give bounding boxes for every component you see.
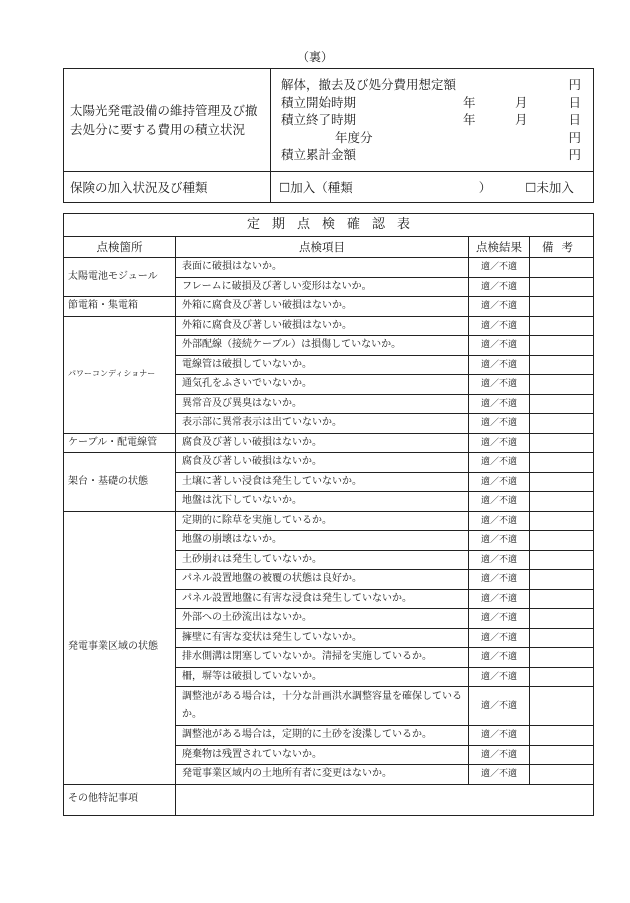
page-label: （裏） (296, 50, 333, 64)
cost-row (64, 69, 594, 172)
inspection-note[interactable] (530, 336, 594, 356)
cost-end-year: 年 (463, 112, 476, 127)
inspection-result[interactable]: 適／不適 (469, 511, 530, 531)
inspection-result[interactable]: 適／不適 (469, 765, 530, 785)
cost-amount-line (281, 76, 581, 94)
cost-annual-unit: 円 (568, 129, 581, 145)
inspection-item: 地盤の崩壊はないか。 (176, 531, 469, 551)
cost-end-label: 積立終了時期 (281, 112, 357, 127)
other-notes-row (64, 784, 594, 815)
inspection-result[interactable]: 適／不適 (469, 394, 530, 414)
inspection-note[interactable] (530, 726, 594, 746)
inspection-item: 表面に破損はないか。 (176, 258, 469, 278)
cost-start-day: 日 (568, 94, 581, 110)
header-location: 点検箇所 (64, 237, 176, 258)
inspection-note[interactable] (530, 628, 594, 648)
insurance-close-paren: ） (478, 179, 492, 195)
cost-label: 太陽光発電設備の維持管理及び撤去処分に要する費用の積立状況 (64, 69, 271, 172)
inspection-result[interactable]: 適／不適 (469, 258, 530, 278)
inspection-note[interactable] (530, 355, 594, 375)
inspection-row (64, 511, 594, 531)
cost-amount-unit: 円 (568, 77, 581, 92)
inspection-row (64, 258, 594, 278)
cost-end-month: 月 (515, 112, 528, 127)
insurance-options (271, 171, 594, 202)
cost-amount-label: 解体，撤去及び処分費用想定額 (281, 77, 457, 92)
inspection-item: 調整池がある場合は，定期的に土砂を浚渫しているか。 (176, 726, 469, 746)
header-note: 備考 (530, 237, 594, 258)
inspection-result[interactable]: 適／不適 (469, 531, 530, 551)
inspection-location: 発電事業区域の状態 (64, 511, 176, 784)
inspection-item: 電線管は破損していないか。 (176, 355, 469, 375)
inspection-result[interactable]: 適／不適 (469, 570, 530, 590)
inspection-note[interactable] (530, 492, 594, 512)
inspection-result[interactable]: 適／不適 (469, 472, 530, 492)
inspection-result[interactable]: 適／不適 (469, 687, 530, 726)
insurance-not-joined-checkbox[interactable]: ☐未加入 (525, 179, 574, 195)
inspection-item: 腐食及び著しい破損はないか。 (176, 453, 469, 473)
cost-total-label: 積立累計金額 (281, 147, 357, 162)
inspection-note[interactable] (530, 414, 594, 434)
inspection-result[interactable]: 適／不適 (469, 375, 530, 395)
inspection-item: 外箱に腐食及び著しい破損はないか。 (176, 297, 469, 317)
inspection-item: 定期的に除草を実施しているか。 (176, 511, 469, 531)
cost-insurance-table (63, 68, 594, 203)
inspection-result[interactable]: 適／不適 (469, 414, 530, 434)
inspection-result[interactable]: 適／不適 (469, 609, 530, 629)
other-notes-field[interactable] (176, 784, 594, 815)
inspection-item: 廃棄物は残置されていないか。 (176, 745, 469, 765)
inspection-item: 発電事業区域内の土地所有者に変更はないか。 (176, 765, 469, 785)
inspection-note[interactable] (530, 375, 594, 395)
cost-start-year: 年 (463, 94, 476, 110)
inspection-result[interactable]: 適／不適 (469, 355, 530, 375)
inspection-note[interactable] (530, 531, 594, 551)
inspection-note[interactable] (530, 277, 594, 297)
inspection-item: 表示部に異常表示は出ていないか。 (176, 414, 469, 434)
inspection-note[interactable] (530, 765, 594, 785)
inspection-note[interactable] (530, 472, 594, 492)
insurance-row (64, 171, 594, 202)
inspection-note[interactable] (530, 550, 594, 570)
inspection-note[interactable] (530, 745, 594, 765)
inspection-result[interactable]: 適／不適 (469, 745, 530, 765)
inspection-note[interactable] (530, 687, 594, 726)
inspection-item: 柵，塀等は破損していないか。 (176, 667, 469, 687)
cost-annual-line (281, 129, 581, 147)
inspection-note[interactable] (530, 316, 594, 336)
inspection-location: 太陽電池モジュール (64, 258, 176, 297)
inspection-title-row (64, 214, 594, 237)
insurance-joined-checkbox[interactable]: ☐加入（種類 (279, 179, 353, 195)
inspection-item: フレームに破損及び著しい変形はないか。 (176, 277, 469, 297)
inspection-result[interactable]: 適／不適 (469, 589, 530, 609)
inspection-item: 外部配線（接続ケーブル）は損傷していないか。 (176, 336, 469, 356)
cost-end-day: 日 (568, 112, 581, 127)
inspection-row (64, 433, 594, 453)
inspection-item: 外部への土砂流出はないか。 (176, 609, 469, 629)
inspection-item: 土砂崩れは発生していないか。 (176, 550, 469, 570)
insurance-label: 保険の加入状況及び種類 (64, 171, 271, 202)
inspection-item: 異常音及び異臭はないか。 (176, 394, 469, 414)
inspection-note[interactable] (530, 648, 594, 668)
inspection-note[interactable] (530, 609, 594, 629)
inspection-result[interactable]: 適／不適 (469, 726, 530, 746)
inspection-result[interactable]: 適／不適 (469, 550, 530, 570)
inspection-result[interactable]: 適／不適 (469, 667, 530, 687)
inspection-result[interactable]: 適／不適 (469, 316, 530, 336)
cost-total-line (281, 146, 581, 164)
inspection-note[interactable] (530, 433, 594, 453)
cost-end-line (281, 111, 581, 129)
inspection-item: 土壌に著しい浸食は発生していないか。 (176, 472, 469, 492)
inspection-note[interactable] (530, 453, 594, 473)
inspection-result[interactable]: 適／不適 (469, 433, 530, 453)
inspection-item: 地盤は沈下していないか。 (176, 492, 469, 512)
inspection-note[interactable] (530, 258, 594, 278)
inspection-note[interactable] (530, 511, 594, 531)
inspection-note[interactable] (530, 297, 594, 317)
cost-start-line (281, 94, 581, 112)
inspection-item: 擁壁に有害な変状は発生していないか。 (176, 628, 469, 648)
inspection-result[interactable]: 適／不適 (469, 492, 530, 512)
inspection-row (64, 297, 594, 317)
inspection-table (63, 213, 594, 816)
inspection-location: 節電箱・集電箱 (64, 297, 176, 317)
inspection-row (64, 316, 594, 336)
inspection-item: 排水側溝は閉塞していないか。清掃を実施しているか。 (176, 648, 469, 668)
header-result: 点検結果 (469, 237, 530, 258)
cost-details (271, 69, 594, 172)
other-notes-label: その他特記事項 (64, 784, 176, 815)
inspection-item: 腐食及び著しい破損はないか。 (176, 433, 469, 453)
cost-total-unit: 円 (568, 147, 581, 162)
inspection-result[interactable]: 適／不適 (469, 336, 530, 356)
inspection-location: パワーコンディショナー (64, 316, 176, 433)
cost-start-label: 積立開始時期 (281, 94, 357, 110)
inspection-item: パネル設置地盤の被覆の状態は良好か。 (176, 570, 469, 590)
cost-start-month: 月 (515, 94, 528, 110)
header-item: 点検項目 (176, 237, 469, 258)
inspection-result[interactable]: 適／不適 (469, 648, 530, 668)
inspection-row (64, 453, 594, 473)
inspection-note[interactable] (530, 667, 594, 687)
inspection-location: 架台・基礎の状態 (64, 453, 176, 512)
inspection-note[interactable] (530, 394, 594, 414)
inspection-note[interactable] (530, 570, 594, 590)
inspection-item: 通気孔をふさいでいないか。 (176, 375, 469, 395)
inspection-location: ケーブル・配電線管 (64, 433, 176, 453)
inspection-title: 定期点検確認表 (64, 214, 594, 237)
inspection-result[interactable]: 適／不適 (469, 297, 530, 317)
inspection-header-row (64, 237, 594, 258)
inspection-item: パネル設置地盤に有害な浸食は発生していないか。 (176, 589, 469, 609)
inspection-result[interactable]: 適／不適 (469, 277, 530, 297)
inspection-result[interactable]: 適／不適 (469, 628, 530, 648)
inspection-item: 調整池がある場合は，十分な計画洪水調整容量を確保しているか。 (176, 687, 469, 726)
inspection-result[interactable]: 適／不適 (469, 453, 530, 473)
cost-annual-label: 年度分 (335, 129, 373, 145)
inspection-item: 外箱に腐食及び著しい破損はないか。 (176, 316, 469, 336)
inspection-note[interactable] (530, 589, 594, 609)
